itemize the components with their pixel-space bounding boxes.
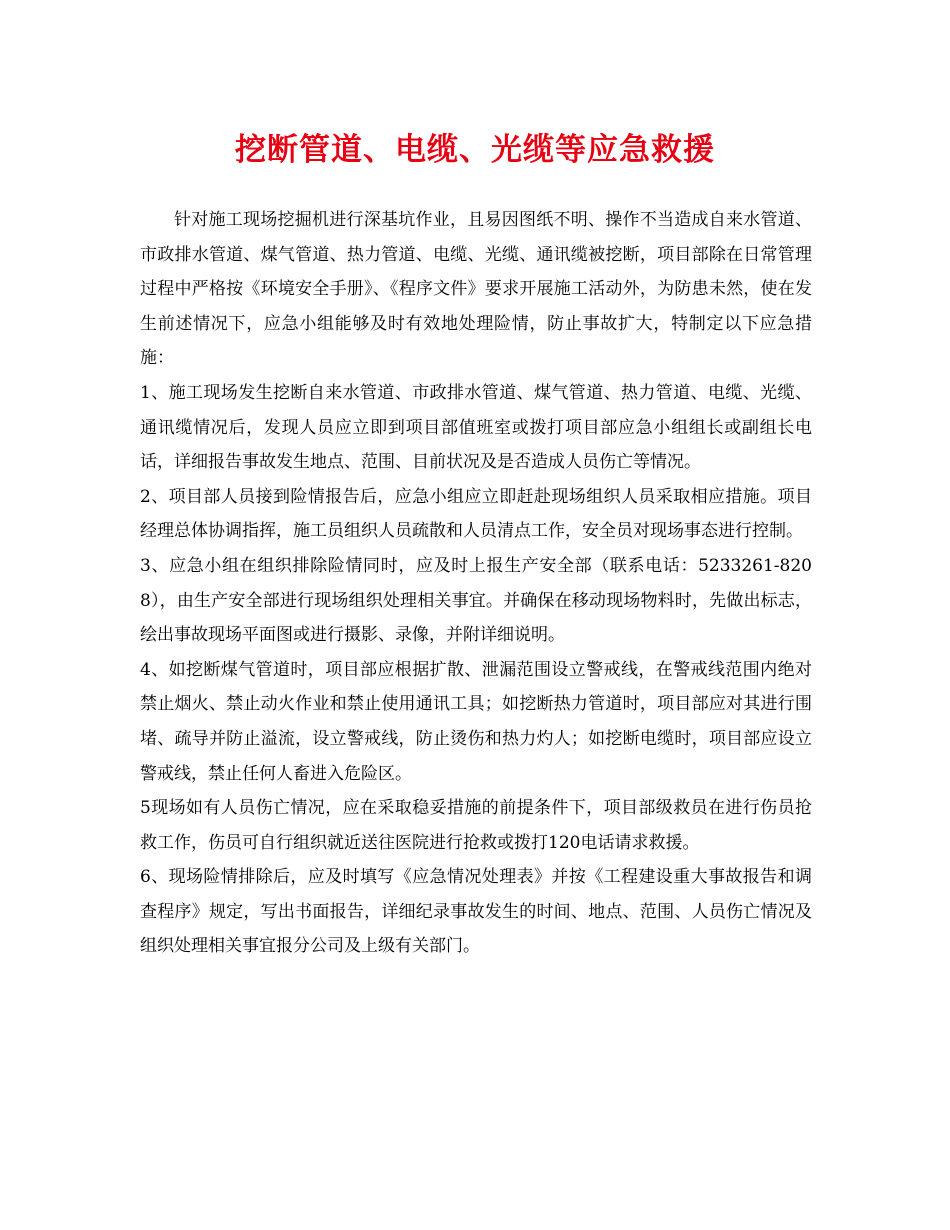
document-title: 挖断管道、电缆、光缆等应急救援 bbox=[235, 132, 715, 168]
measure-item-6: 6、现场险情排除后，应及时填写《应急情况处理表》并按《工程建设重大事故报告和调查程序》规定，写出书面报告，详细纪录事故发生的时间、地点、范围、人员伤亡情况及组织处理相关事宜报分公司及上级有关部门。 bbox=[140, 867, 812, 957]
measure-item-4: 4、如挖断煤气管道时，项目部应根据扩散、泄漏范围设立警戒线，在警戒线范围内绝对禁止烟火、禁止动火作业和禁止使用通讯工具；如挖断热力管道时，项目部应对其进行围堵、疏导并防止溢流，设立警戒线，防止烫伤和热力灼人；如挖断电缆时，项目部应设立警戒线，禁止任何人畜进入危险区。 bbox=[140, 659, 812, 784]
measure-item-2: 2、项目部人员接到险情报告后，应急小组应立即赶赴现场组织人员采取相应措施。项目经理总体协调指挥，施工员组织人员疏散和人员清点工作，安全员对现场事态进行控制。 bbox=[140, 486, 812, 542]
intro-paragraph: 针对施工现场挖掘机进行深基坑作业，且易因图纸不明、操作不当造成自来水管道、市政排水管道、煤气管道、热力管道、电缆、光缆、通讯缆被挖断，项目部除在日常管理过程中严格按《环境安全手册》、《程序文件》要求开展施工活动外，为防患未然，使在发生前述情况下，应急小组能够及时有效地处理险情，防止事故扩大，特制定以下应急措施： bbox=[140, 210, 812, 369]
measure-item-3: 3、应急小组在组织排除险情同时，应及时上报生产安全部（联系电话：5233261-8208），由生产安全部进行现场组织处理相关事宜。并确保在移动现场物料时，先做出标志，绘出事故现场平面图或进行摄影、录像，并附详细说明。 bbox=[140, 555, 812, 646]
document-body bbox=[140, 203, 812, 964]
measure-item-1: 1、施工现场发生挖断自来水管道、市政排水管道、煤气管道、热力管道、电缆、光缆、通讯缆情况后，发现人员应立即到项目部值班室或拨打项目部应急小组组长或副组长电话，详细报告事故发生地点、范围、目前状况及是否造成人员伤亡等情况。 bbox=[140, 382, 812, 473]
measure-item-5: 5现场如有人员伤亡情况，应在采取稳妥措施的前提条件下，项目部级救员在进行伤员抢救工作，伤员可自行组织就近送往医院进行抢救或拨打120电话请求救援。 bbox=[140, 798, 812, 853]
